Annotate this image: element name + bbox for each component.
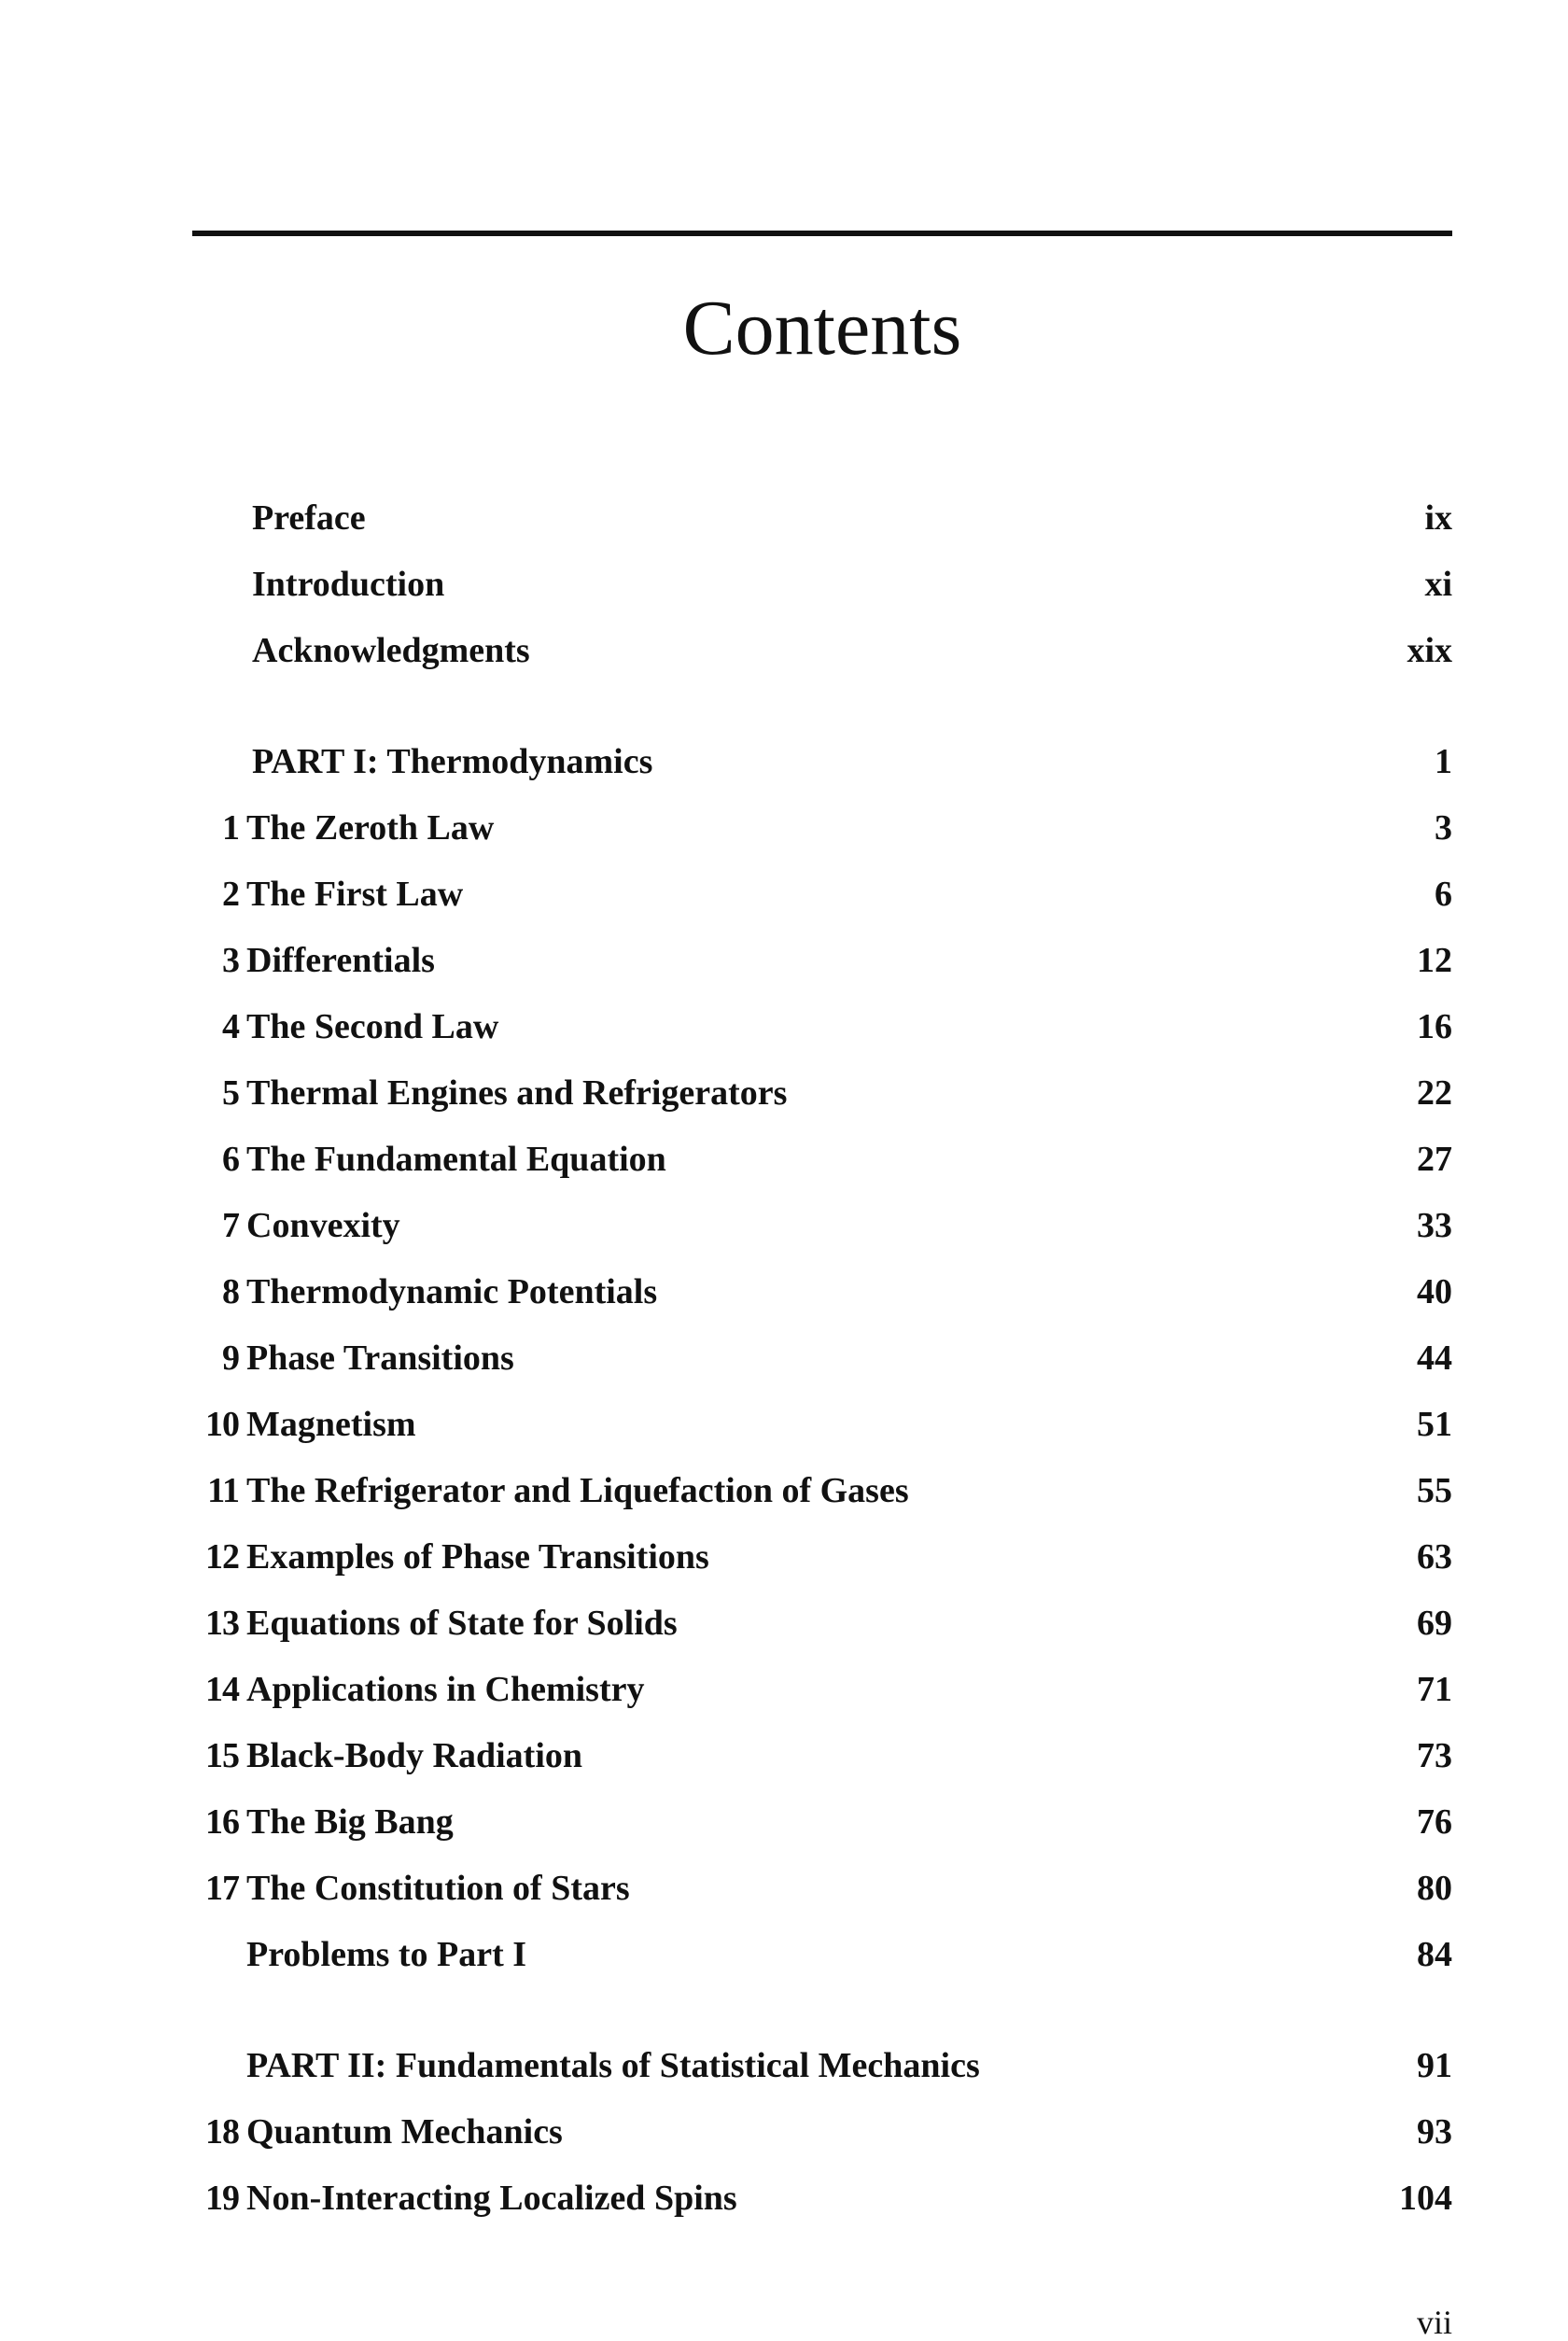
toc-entry-preface[interactable] bbox=[187, 490, 1452, 546]
entry-title: Convexity bbox=[246, 1206, 400, 1245]
entry-page: 12 bbox=[1417, 941, 1452, 980]
entry-number: 16 bbox=[205, 1802, 239, 1842]
toc-entry-chapter-6[interactable] bbox=[187, 1131, 1452, 1187]
entry-title: Thermodynamic Potentials bbox=[246, 1272, 658, 1311]
toc-entry-chapter-11[interactable] bbox=[187, 1463, 1452, 1519]
entry-title: PART I: Thermodynamics bbox=[252, 742, 653, 781]
entry-title: Examples of Phase Transitions bbox=[246, 1537, 709, 1577]
entry-title: Quantum Mechanics bbox=[246, 2112, 563, 2152]
entry-title: Problems to Part I bbox=[246, 1935, 527, 1974]
entry-title: Introduction bbox=[252, 565, 445, 604]
entry-page: 69 bbox=[1417, 1604, 1452, 1643]
entry-page: 40 bbox=[1417, 1272, 1452, 1311]
entry-title: Non-Interacting Localized Spins bbox=[246, 2179, 737, 2218]
entry-number: 9 bbox=[222, 1339, 239, 1378]
entry-title: Acknowledgments bbox=[252, 631, 530, 670]
entry-page: xix bbox=[1407, 631, 1452, 670]
entry-number: 4 bbox=[222, 1007, 239, 1046]
entry-page: 84 bbox=[1417, 1935, 1452, 1974]
entry-title: The Second Law bbox=[246, 1007, 499, 1046]
entry-number: 5 bbox=[222, 1073, 239, 1113]
entry-page: ix bbox=[1424, 498, 1452, 538]
toc-entry-acknowledgments[interactable] bbox=[187, 623, 1452, 679]
entry-title: Preface bbox=[252, 498, 366, 538]
toc-entry-chapter-19[interactable] bbox=[187, 2170, 1452, 2226]
toc-part-1-heading[interactable] bbox=[187, 734, 1452, 790]
toc-part-2-heading[interactable] bbox=[187, 2038, 1452, 2094]
entry-page: 22 bbox=[1417, 1073, 1452, 1113]
toc-entry-chapter-7[interactable] bbox=[187, 1198, 1452, 1254]
entry-title: The Zeroth Law bbox=[246, 808, 495, 848]
entry-number: 17 bbox=[205, 1869, 239, 1908]
entry-number: 19 bbox=[205, 2179, 239, 2218]
toc-entry-problems-part-1[interactable] bbox=[187, 1927, 1452, 1983]
entry-page: 55 bbox=[1417, 1471, 1452, 1510]
toc-entry-chapter-16[interactable] bbox=[187, 1794, 1452, 1850]
entry-number: 3 bbox=[222, 941, 239, 980]
entry-number: 6 bbox=[222, 1140, 239, 1179]
entry-number: 14 bbox=[205, 1670, 239, 1709]
page-number: vii bbox=[1416, 2304, 1452, 2341]
entry-page: 63 bbox=[1417, 1537, 1452, 1577]
toc-entry-chapter-13[interactable] bbox=[187, 1595, 1452, 1651]
entry-title: Differentials bbox=[246, 941, 435, 980]
entry-page: 73 bbox=[1417, 1736, 1452, 1775]
toc-entry-chapter-10[interactable] bbox=[187, 1396, 1452, 1452]
entry-page: 91 bbox=[1417, 2046, 1452, 2085]
entry-title: The Fundamental Equation bbox=[246, 1140, 666, 1179]
entry-title: Magnetism bbox=[246, 1405, 416, 1444]
entry-title: Phase Transitions bbox=[246, 1339, 514, 1378]
entry-page: 76 bbox=[1417, 1802, 1452, 1842]
toc-entry-chapter-15[interactable] bbox=[187, 1728, 1452, 1784]
entry-title: The Constitution of Stars bbox=[246, 1869, 630, 1908]
toc-entry-chapter-12[interactable] bbox=[187, 1529, 1452, 1585]
entry-title: Thermal Engines and Refrigerators bbox=[246, 1073, 788, 1113]
toc-entry-chapter-17[interactable] bbox=[187, 1860, 1452, 1916]
entry-number: 7 bbox=[222, 1206, 239, 1245]
toc-entry-chapter-2[interactable] bbox=[187, 866, 1452, 922]
entry-title: The First Law bbox=[246, 875, 464, 914]
toc-entry-chapter-1[interactable] bbox=[187, 800, 1452, 856]
page-title: Contents bbox=[682, 285, 962, 371]
entry-page: 3 bbox=[1435, 808, 1452, 848]
entry-number: 1 bbox=[222, 808, 239, 848]
toc-entry-chapter-4[interactable] bbox=[187, 999, 1452, 1055]
entry-page: xi bbox=[1424, 565, 1452, 604]
entry-title: PART II: Fundamentals of Statistical Mechanics bbox=[246, 2046, 980, 2085]
entry-number: 18 bbox=[205, 2112, 239, 2152]
entry-title: Applications in Chemistry bbox=[246, 1670, 645, 1709]
entry-page: 33 bbox=[1417, 1206, 1452, 1245]
entry-number: 2 bbox=[222, 875, 239, 914]
toc-entry-chapter-18[interactable] bbox=[187, 2104, 1452, 2160]
entry-page: 44 bbox=[1417, 1339, 1452, 1378]
entry-page: 27 bbox=[1417, 1140, 1452, 1179]
toc-entry-chapter-8[interactable] bbox=[187, 1264, 1452, 1320]
entry-title: The Big Bang bbox=[246, 1802, 454, 1842]
entry-title: Black-Body Radiation bbox=[246, 1736, 583, 1775]
toc-entry-chapter-9[interactable] bbox=[187, 1330, 1452, 1386]
entry-number: 12 bbox=[205, 1537, 239, 1577]
entry-page: 93 bbox=[1417, 2112, 1452, 2152]
entry-number: 10 bbox=[205, 1405, 239, 1444]
entry-page: 16 bbox=[1417, 1007, 1452, 1046]
entry-number: 8 bbox=[222, 1272, 239, 1311]
top-rule bbox=[192, 231, 1452, 236]
entry-title: Equations of State for Solids bbox=[246, 1604, 678, 1643]
entry-page: 1 bbox=[1435, 742, 1452, 781]
entry-number: 13 bbox=[205, 1604, 239, 1643]
entry-number: 15 bbox=[205, 1736, 239, 1775]
toc-entry-chapter-5[interactable] bbox=[187, 1065, 1452, 1121]
entry-page: 51 bbox=[1417, 1405, 1452, 1444]
entry-page: 6 bbox=[1435, 875, 1452, 914]
toc-entry-introduction[interactable] bbox=[187, 556, 1452, 612]
entry-page: 71 bbox=[1417, 1670, 1452, 1709]
entry-number: 11 bbox=[207, 1471, 239, 1510]
toc-entry-chapter-3[interactable] bbox=[187, 932, 1452, 988]
entry-page: 104 bbox=[1399, 2179, 1452, 2218]
toc-entry-chapter-14[interactable] bbox=[187, 1661, 1452, 1717]
entry-title: The Refrigerator and Liquefaction of Gases bbox=[246, 1471, 909, 1510]
entry-page: 80 bbox=[1417, 1869, 1452, 1908]
